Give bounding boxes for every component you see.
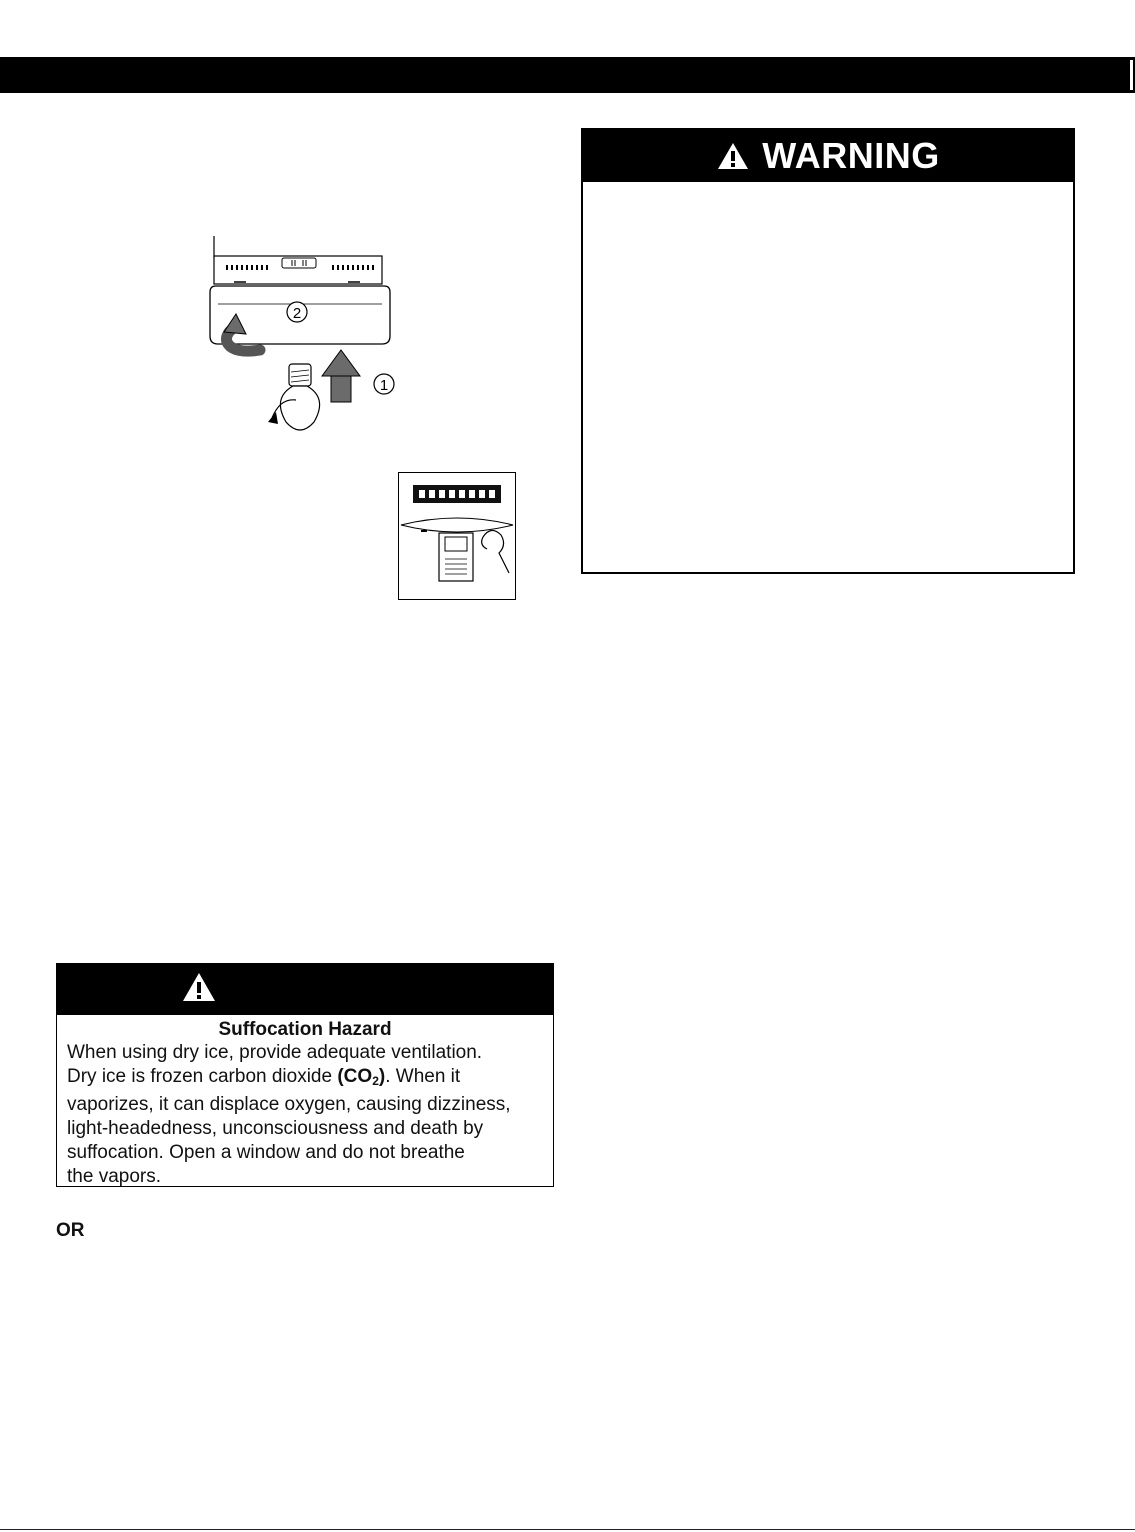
light-bulb-replacement-illustration [196, 232, 406, 442]
page-header-bar [0, 57, 1135, 93]
hazard-line: the vapors. [67, 1166, 161, 1187]
hazard-text [67, 1041, 543, 1189]
vent-slots-left [226, 265, 268, 270]
page-footer-rule [0, 1529, 1135, 1530]
hazard-title: Suffocation Hazard [218, 1019, 392, 1040]
hazard-line: light-headedness, unconsciousness and death by [67, 1118, 484, 1139]
hazard-line: Dry ice is frozen carbon dioxide $(CO_2)$. When it [67, 1066, 461, 1088]
warning-box [581, 128, 1075, 574]
warning-triangle-icon [181, 971, 217, 1003]
hazard-line: vaporizes, it can displace oxygen, causing dizziness, [67, 1094, 511, 1115]
light-bulb-icon [280, 386, 319, 430]
or-label: OR [56, 1220, 85, 1241]
up-arrow-icon [331, 374, 351, 402]
dispenser-housing [401, 518, 513, 532]
step-2-label: 2 [292, 305, 302, 322]
warning-triangle-icon [716, 141, 750, 171]
hazard-line: suffocation. Open a window and do not breathe [67, 1142, 465, 1163]
suffocation-hazard-box [56, 963, 554, 1187]
vent-slots-right [332, 265, 374, 270]
dispenser-light-illustration [398, 472, 516, 600]
step-1-label: 1 [379, 377, 389, 394]
control-dial [282, 258, 316, 268]
hazard-header [57, 964, 553, 1015]
header-bar-marker [1130, 60, 1133, 90]
hazard-line: When using dry ice, provide adequate ventilation. [67, 1042, 483, 1063]
warning-title: WARNING [762, 135, 940, 176]
warning-header [583, 130, 1073, 182]
dispenser-control-panel [413, 485, 501, 503]
hand-icon [483, 530, 509, 573]
